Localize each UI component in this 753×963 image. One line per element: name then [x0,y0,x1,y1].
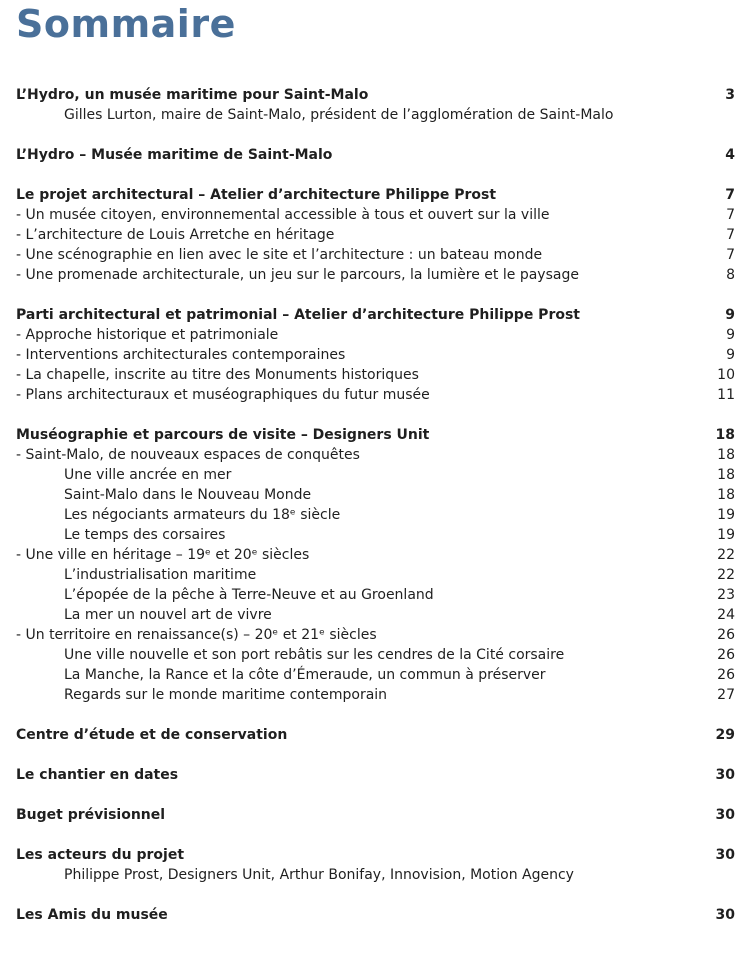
toc-subentry [16,565,735,585]
toc-page-number: 3 [725,87,735,103]
toc-entry-label: Buget prévisionnel [16,807,166,823]
toc-subentry [16,865,735,885]
toc-entry-label: - Un musée citoyen, environnemental accessible à tous et ouvert sur la ville [16,207,550,223]
toc-entry-label: Muséographie et parcours de visite – Designers Unit [16,427,430,443]
toc-entry-label: Le chantier en dates [16,767,179,783]
toc-entry [16,385,735,405]
toc-entry [16,345,735,365]
toc-section-heading [16,905,735,925]
toc-entry [16,245,735,265]
toc-page-number: 7 [725,187,735,203]
toc-page-number: 29 [715,727,735,743]
toc-subentry [16,645,735,665]
toc-page-number: 11 [717,387,735,403]
toc-subentry [16,585,735,605]
toc-entry-label: L’Hydro, un musée maritime pour Saint-Malo [16,87,369,103]
toc-entry-label: Centre d’étude et de conservation [16,727,288,743]
toc-subentry [16,465,735,485]
section-spacer [16,885,735,905]
toc-entry-label: - Une scénographie en lien avec le site et l’architecture : un bateau monde [16,247,543,263]
toc-entry [16,365,735,385]
toc-entry-label: Philippe Prost, Designers Unit, Arthur Bonifay, Innovision, Motion Agency [64,867,574,883]
toc-page-number: 30 [715,807,735,823]
toc-page-number: 18 [717,447,735,463]
toc-page-number: 7 [726,227,735,243]
toc-page-number: 7 [726,207,735,223]
toc-page-number: 26 [717,647,735,663]
toc-entry [16,445,735,465]
toc-subentry [16,105,735,125]
toc-entry-label: - Interventions architecturales contemporaines [16,347,346,363]
toc-entry [16,625,735,645]
toc-page-number: 30 [715,847,735,863]
toc-entry-label: - Un territoire en renaissance(s) – 20ᵉ et 21ᵉ siècles [16,627,377,643]
toc-section-heading [16,305,735,325]
toc-entry-label: Le projet architectural – Atelier d’architecture Philippe Prost [16,187,497,203]
toc-entry [16,545,735,565]
toc-entry [16,325,735,345]
toc-page-number: 18 [717,467,735,483]
toc-page-number: 19 [717,527,735,543]
toc-page-number: 18 [715,427,735,443]
toc-page-number: 27 [717,687,735,703]
toc-entry [16,265,735,285]
toc-entry-label: Gilles Lurton, maire de Saint-Malo, président de l’agglomération de Saint-Malo [64,107,614,123]
toc-entry-label: Les acteurs du projet [16,847,185,863]
toc-page-number: 9 [726,327,735,343]
toc-section-heading [16,725,735,745]
toc-entry-label: L’industrialisation maritime [64,567,257,583]
toc-subentry [16,485,735,505]
toc-entry-label: Une ville nouvelle et son port rebâtis sur les cendres de la Cité corsaire [64,647,565,663]
section-spacer [16,285,735,305]
toc-entry-label: L’épopée de la pêche à Terre-Neuve et au Groenland [64,587,434,603]
toc-entry [16,205,735,225]
section-spacer [16,785,735,805]
toc-page-number: 10 [717,367,735,383]
toc-page-number: 19 [717,507,735,523]
toc-subentry [16,605,735,625]
toc-page-number: 30 [715,767,735,783]
toc-page-number: 18 [717,487,735,503]
toc-entry-label: - Saint-Malo, de nouveaux espaces de conquêtes [16,447,360,463]
toc-page-number: 7 [726,247,735,263]
toc-entry-label: Le temps des corsaires [64,527,226,543]
toc-entry-label: Les Amis du musée [16,907,168,923]
toc-section-heading [16,145,735,165]
toc-subentry [16,505,735,525]
section-spacer [16,705,735,725]
toc-entry-label: La Manche, la Rance et la côte d’Émeraude, un commun à préserver [64,667,546,683]
toc-section-heading [16,185,735,205]
toc-page-number: 22 [717,567,735,583]
toc-section-heading [16,85,735,105]
toc-entry-label: - Une ville en héritage – 19ᵉ et 20ᵉ siècles [16,547,310,563]
toc-entry-label: Saint-Malo dans le Nouveau Monde [64,487,312,503]
toc-subentry [16,665,735,685]
toc-subentry [16,685,735,705]
toc-page-number: 30 [715,907,735,923]
section-spacer [16,825,735,845]
section-spacer [16,405,735,425]
toc-subentry [16,525,735,545]
toc-entry-label: - Une promenade architecturale, un jeu sur le parcours, la lumière et le paysage [16,267,579,283]
toc-entry [16,225,735,245]
toc-entry-label: La mer un nouvel art de vivre [64,607,272,623]
toc-page-number: 26 [717,667,735,683]
toc-section-heading [16,765,735,785]
toc-entry-label: - Plans architecturaux et muséographiques du futur musée [16,387,430,403]
toc-page-number: 9 [725,307,735,323]
section-spacer [16,165,735,185]
toc-entry-label: - L’architecture de Louis Arretche en héritage [16,227,335,243]
page-title: Sommaire [16,2,236,46]
toc-section-heading [16,805,735,825]
toc-page-number: 26 [717,627,735,643]
toc-entry-label: - La chapelle, inscrite au titre des Monuments historiques [16,367,419,383]
toc-page-number: 22 [717,547,735,563]
toc-entry-label: Parti architectural et patrimonial – Atelier d’architecture Philippe Prost [16,307,580,323]
section-spacer [16,125,735,145]
toc-page-number: 9 [726,347,735,363]
section-spacer [16,745,735,765]
table-of-contents [16,85,735,925]
toc-page-number: 24 [717,607,735,623]
toc-entry-label: - Approche historique et patrimoniale [16,327,279,343]
toc-entry-label: Regards sur le monde maritime contemporain [64,687,388,703]
toc-page-number: 4 [725,147,735,163]
toc-entry-label: L’Hydro – Musée maritime de Saint-Malo [16,147,333,163]
toc-entry-label: Une ville ancrée en mer [64,467,232,483]
toc-section-heading [16,425,735,445]
toc-page-number: 23 [717,587,735,603]
toc-entry-label: Les négociants armateurs du 18ᵉ siècle [64,507,341,523]
toc-section-heading [16,845,735,865]
toc-page-number: 8 [726,267,735,283]
